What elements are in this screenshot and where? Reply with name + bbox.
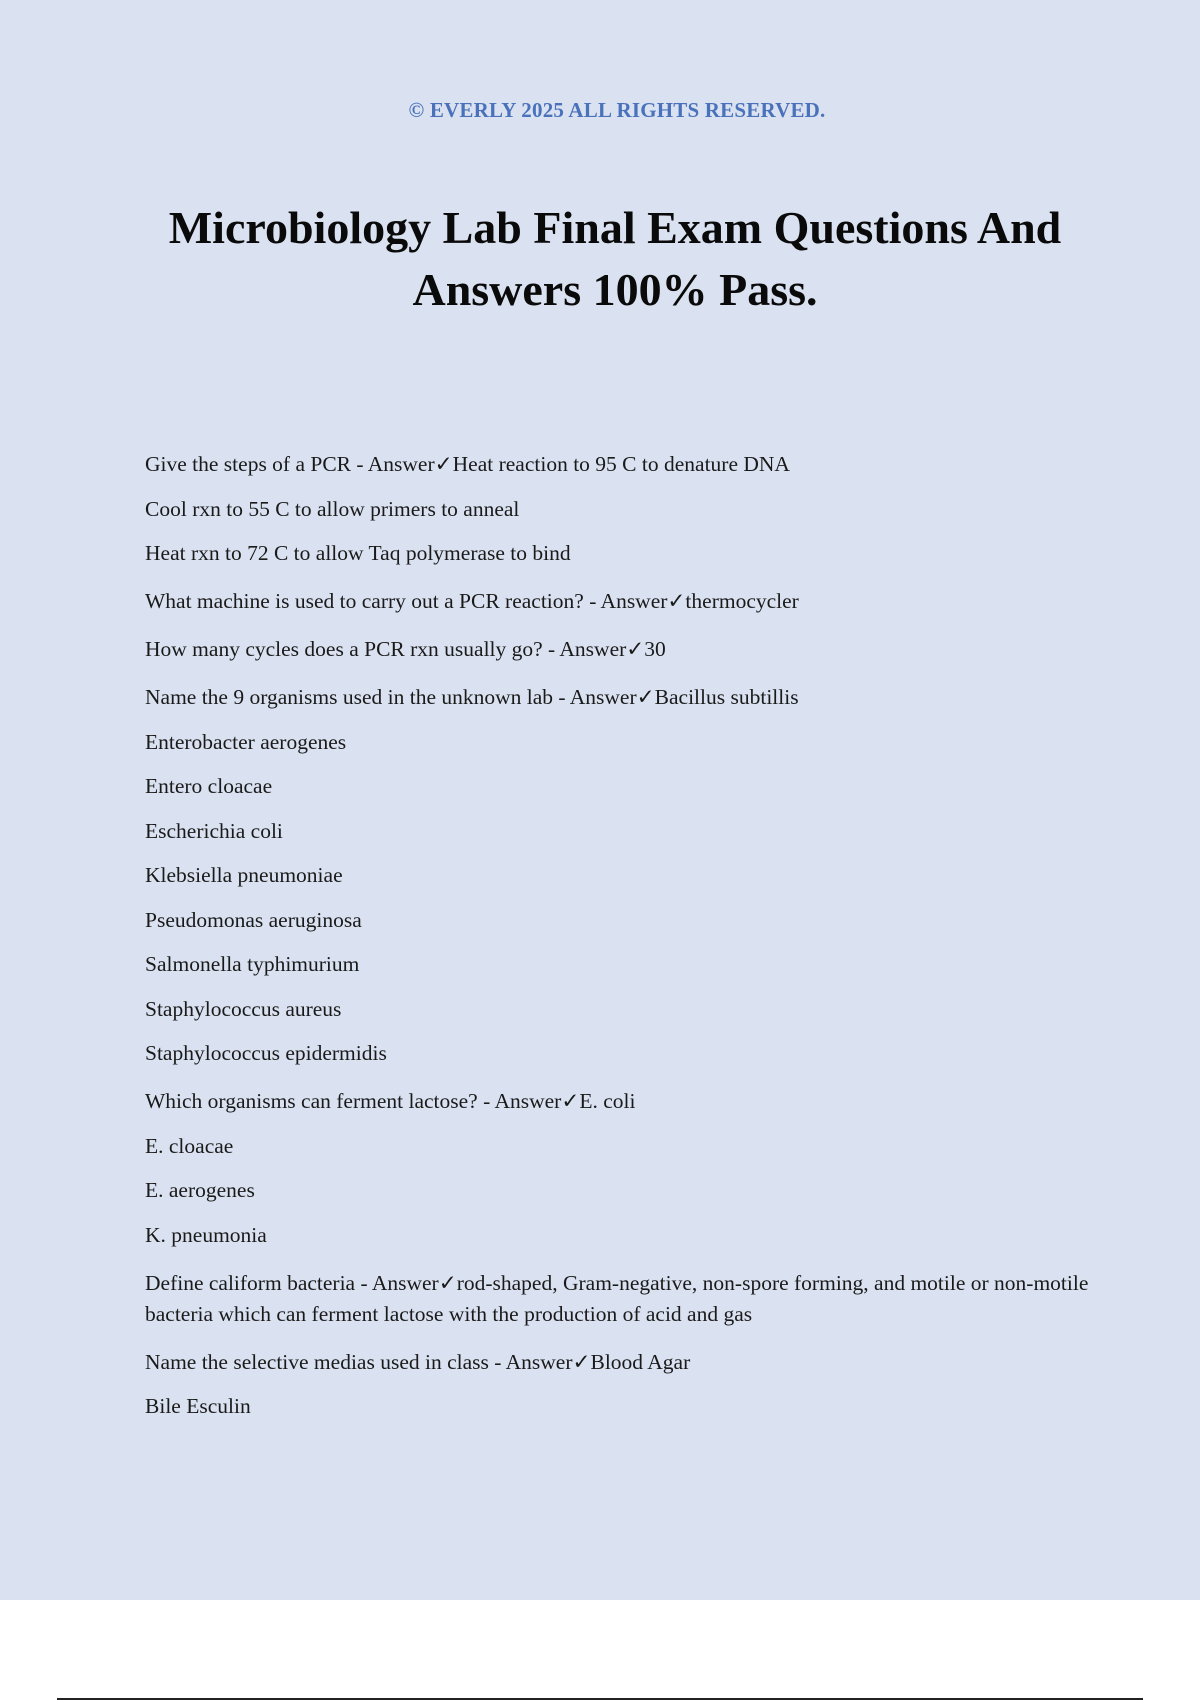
qa-line: Salmonella typhimurium [145,952,360,976]
qa-line: Name the 9 organisms used in the unknown lab - Answer✓Bacillus subtillis [145,685,799,709]
qa-line: What machine is used to carry out a PCR reaction? - Answer✓thermocycler [145,589,799,613]
qa-line: Which organisms can ferment lactose? - Answer✓E. coli [145,1089,636,1113]
qa-line: Bile Esculin [145,1394,251,1418]
copyright-notice: © EVERLY 2025 ALL RIGHTS RESERVED. [408,98,826,122]
qa-line: Escherichia coli [145,818,283,843]
qa-line: E. cloacae [145,1133,234,1158]
qa-line: How many cycles does a PCR rxn usually go? - Answer✓30 [145,637,666,661]
document-title: Microbiology Lab Final Exam Questions And Answers 100% Pass. [168,202,1062,315]
qa-line: Pseudomonas aeruginosa [145,907,362,932]
qa-line: Define caliform bacteria - Answer✓rod-shaped, Gram-negative, non-spore forming, and motile or non-motile bacteria which can ferment lactose with the production of acid and gas [145,1270,1089,1326]
qa-line: Name the selective medias used in class - Answer✓Blood Agar [145,1349,691,1374]
qa-line: Staphylococcus aureus [145,996,342,1021]
qa-line: K. pneumonia [145,1222,267,1247]
qa-line: Staphylococcus epidermidis [145,1041,387,1065]
qa-line: Entero cloacae [145,774,273,798]
qa-line: Klebsiella pneumoniae [145,863,343,887]
qa-line: Enterobacter aerogenes [145,729,347,754]
qa-line: E. aerogenes [145,1178,255,1202]
qa-list [145,449,1090,1422]
qa-line: Give the steps of a PCR - Answer✓Heat reaction to 95 C to denature DNA [145,452,790,476]
qa-line: Cool rxn to 55 C to allow primers to anneal [145,496,520,521]
qa-line: Heat rxn to 72 C to allow Taq polymerase to bind [145,541,571,565]
